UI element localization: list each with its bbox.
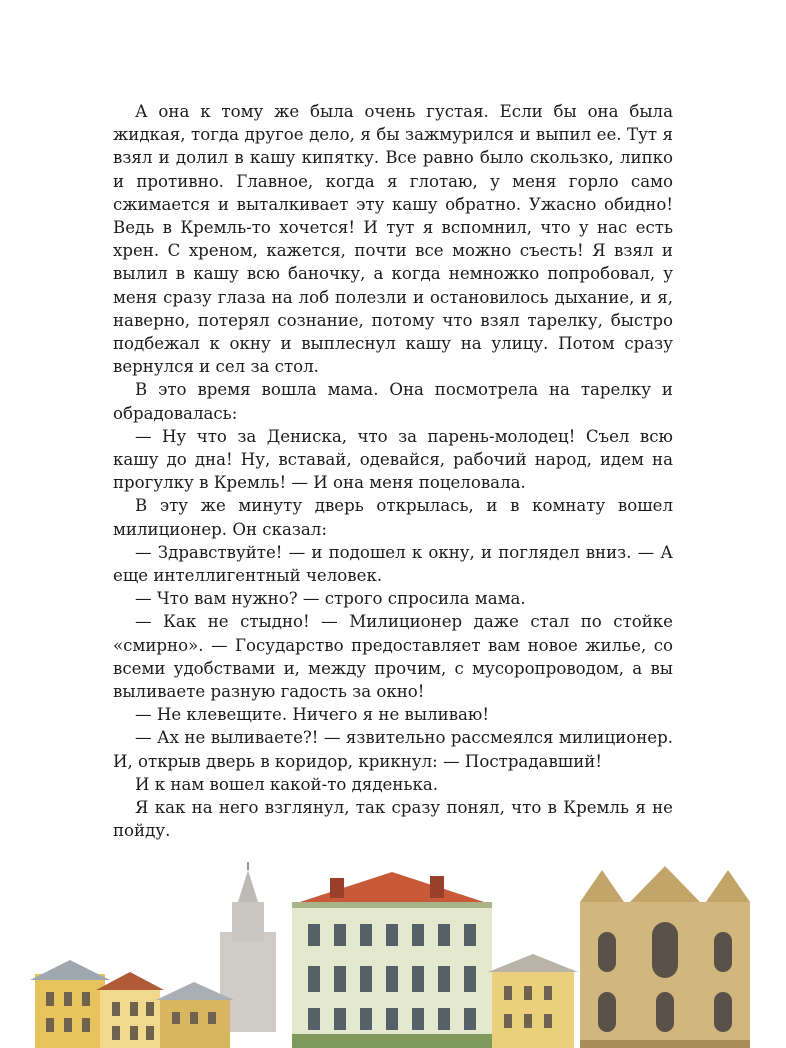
- paragraph: И к нам вошел какой-то дяденька.: [135, 774, 439, 794]
- paragraph: А она к тому же была очень густая. Если бы она была жидкая, тогда другое дело, я бы зажмурился и выпил ее. Тут я взял и долил в кашу кипятку. Все равно было скользко, липко и противно. Главное, когда я глотаю, у меня горло само сжимается и выталкивает эту кашу обратно. Ужасно обидно! Ведь в Кремль-то хочется! И тут я вспомнил, что у нас есть хрен. С хреном, кажется, почти все можно съесть! Я взял и вылил в кашу всю баночку, а когда немножко попробовал, у меня сразу глаза на лоб полезли и остановилось дыхание, и я, наверно, потерял сознание, потому что взял тарелку, быстро подбежал к окну и выплеснул кашу на улицу. Потом сразу вернулся и сел за стол.: [113, 102, 673, 377]
- paragraph: В это время вошла мама. Она посмотрела на тарелку и обрадовалась:: [113, 380, 673, 423]
- yellow-buildings-right: [488, 954, 578, 1048]
- paragraph: Я как на него взглянул, так сразу понял, что в Кремль я не пойду.: [113, 798, 673, 841]
- paragraph: — Что вам нужно? — строго спросила мама.: [135, 589, 526, 609]
- paragraph: — Здравствуйте! — и подошел к окну, и поглядел вниз. — А еще интеллигентный человек.: [113, 542, 673, 586]
- paragraph: В эту же минуту дверь открылась, и в комнату вошел милиционер. Он сказал:: [113, 496, 673, 539]
- city-skyline-illustration: [30, 862, 756, 1048]
- paragraph: — Ах не выливаете?! — язвительно рассмеялся милиционер. И, открыв дверь в коридор, крикнул: — Пострадавший!: [113, 728, 673, 771]
- page-text: [113, 100, 673, 843]
- gothic-cathedral: [580, 866, 750, 1048]
- paragraph: — Не клевещите. Ничего я не выливаю!: [135, 705, 490, 725]
- paragraph: — Как не стыдно! — Милиционер даже стал по стойке «смирно». — Государство предоставляет вам новое жилье, со всеми удобствами и, между прочим, с мусоропроводом, а вы выливаете разную гадость за окно!: [113, 612, 673, 702]
- paragraph: — Ну что за Дениска, что за парень-молодец! Съел всю кашу до дна! Ну, вставай, одевайся, рабочий народ, идем на прогулку в Кремль! — И она меня поцеловала.: [113, 426, 673, 493]
